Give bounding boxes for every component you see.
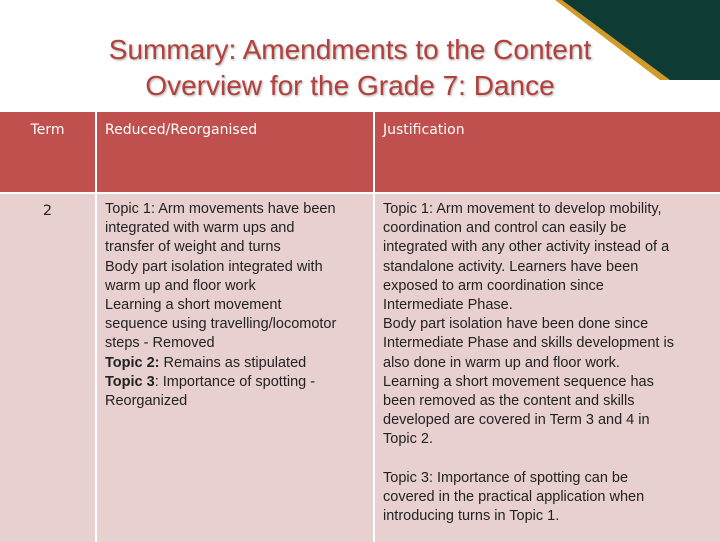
reduced-line: integrated with warm ups and: [105, 220, 295, 237]
cell-reduced: [96, 193, 374, 542]
reduced-line: Reorganized: [105, 393, 188, 410]
header-reduced: Reduced/Reorganised: [96, 112, 374, 193]
justification-line: exposed to arm coordination since: [383, 277, 604, 294]
justification-line: Body part isolation have been done since: [383, 316, 649, 333]
table-row: [0, 193, 720, 542]
justification-line: developed are covered in Term 3 and 4 in: [383, 412, 650, 429]
reduced-topic2-line: Topic 2: Remains as stipulated: [105, 354, 307, 371]
page-title: [0, 32, 700, 104]
justification-line: Topic 2.: [383, 431, 433, 448]
reduced-topic3-line: Topic 3: Importance of spotting -: [105, 373, 316, 390]
justification-line: covered in the practical application when: [383, 488, 645, 505]
amendments-table: [0, 112, 720, 542]
spacer: [383, 450, 720, 469]
reduced-line: steps - Removed: [105, 335, 215, 352]
justification-line: also done in warm up and floor work.: [383, 354, 620, 371]
reduced-topic1-line: Topic 1: Arm movements have been: [105, 201, 336, 217]
justification-line: integrated with any other activity instead of a: [383, 239, 670, 256]
justification-line: coordination and control can easily be: [383, 220, 627, 237]
title-line-1: Summary: Amendments to the Content: [108, 34, 592, 65]
header-justification: Justification: [374, 112, 720, 193]
reduced-line: warm up and floor work: [105, 277, 256, 294]
reduced-line: Learning a short movement: [105, 297, 282, 314]
justification-line: Intermediate Phase and skills development is: [383, 335, 674, 352]
cell-term: 2: [0, 193, 96, 542]
justification-topic1-line: Topic 1: Arm movement to develop mobility,: [383, 201, 662, 217]
cell-justification: [374, 193, 720, 542]
justification-line: been removed as the content and skills: [383, 393, 635, 410]
title-line-2: Overview for the Grade 7: Dance: [145, 70, 555, 101]
justification-topic3-line: Topic 3: Importance of spotting can be: [383, 469, 629, 486]
justification-line: standalone activity. Learners have been: [383, 258, 639, 275]
justification-line: Learning a short movement sequence has: [383, 373, 654, 390]
reduced-line: sequence using travelling/locomotor: [105, 316, 337, 333]
table-header-row: [0, 112, 720, 193]
reduced-line: transfer of weight and turns: [105, 239, 281, 256]
justification-line: Intermediate Phase.: [383, 297, 513, 314]
justification-line: introducing turns in Topic 1.: [383, 508, 560, 525]
header-term: Term: [0, 112, 96, 193]
reduced-line: Body part isolation integrated with: [105, 258, 323, 275]
